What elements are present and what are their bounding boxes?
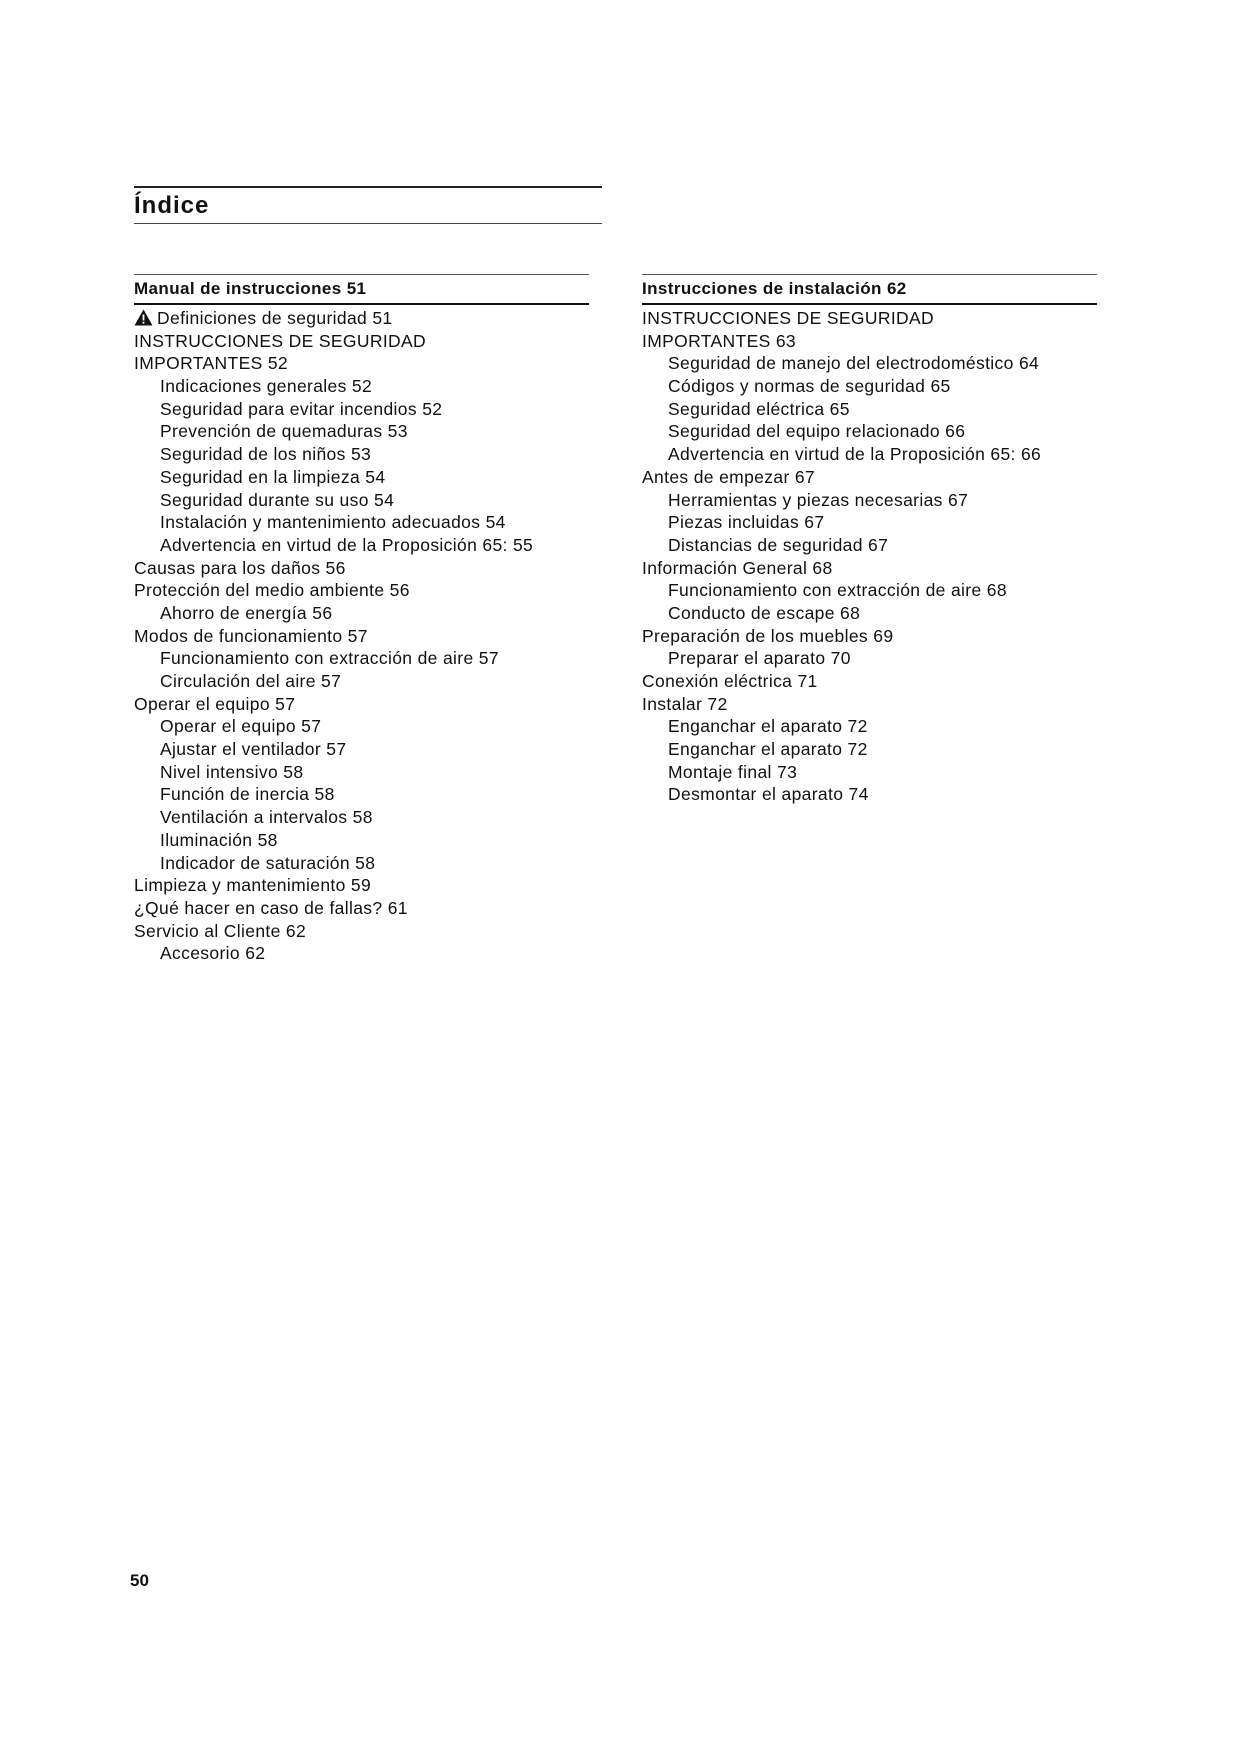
toc-entry[interactable] bbox=[134, 489, 589, 512]
toc-entry[interactable] bbox=[642, 330, 1097, 353]
toc-entry[interactable] bbox=[642, 534, 1097, 557]
toc-entry[interactable] bbox=[642, 715, 1097, 738]
toc-entry[interactable] bbox=[134, 307, 589, 330]
toc-column-installation bbox=[642, 274, 1097, 806]
toc-entry-label: Herramientas y piezas necesarias 67 bbox=[668, 489, 969, 510]
toc-entry-label: Modos de funcionamiento 57 bbox=[134, 625, 368, 646]
toc-entry-label: Preparación de los muebles 69 bbox=[642, 625, 894, 646]
toc-entry[interactable] bbox=[134, 920, 589, 943]
toc-entry-label: Definiciones de seguridad 51 bbox=[157, 308, 393, 328]
toc-entry-label: Códigos y normas de seguridad 65 bbox=[668, 376, 951, 397]
toc-entry[interactable] bbox=[642, 738, 1097, 761]
toc-entry-label: Seguridad durante su uso 54 bbox=[160, 489, 395, 510]
toc-entry[interactable] bbox=[134, 738, 589, 761]
toc-entry[interactable] bbox=[134, 852, 589, 875]
toc-entry-label: Prevención de quemaduras 53 bbox=[160, 421, 408, 442]
section-heading-label: Instrucciones de instalación 62 bbox=[642, 279, 907, 298]
toc-entry[interactable] bbox=[134, 534, 589, 557]
toc-entry-label: Instalación y mantenimiento adecuados 54 bbox=[160, 512, 506, 533]
toc-entry-label: Advertencia en virtud de la Proposición 65: 66 bbox=[668, 444, 1042, 465]
toc-entry[interactable] bbox=[642, 307, 1097, 330]
toc-entry-label: Operar el equipo 57 bbox=[134, 693, 296, 714]
toc-entry[interactable] bbox=[642, 625, 1097, 648]
toc-entry[interactable] bbox=[642, 602, 1097, 625]
toc-entry-label: Piezas incluidas 67 bbox=[668, 512, 825, 533]
toc-entry[interactable] bbox=[134, 398, 589, 421]
toc-entry[interactable] bbox=[134, 693, 589, 716]
page-number: 50 bbox=[130, 1571, 149, 1590]
toc-entry-label: IMPORTANTES 63 bbox=[642, 330, 797, 351]
toc-entry-label: Conexión eléctrica 71 bbox=[642, 671, 818, 691]
toc-entry[interactable] bbox=[642, 783, 1097, 806]
title-block bbox=[134, 186, 602, 224]
toc-entry[interactable] bbox=[642, 693, 1097, 716]
toc-entry-label: Limpieza y mantenimiento 59 bbox=[134, 875, 372, 896]
section-heading-installation[interactable] bbox=[642, 274, 1097, 305]
toc-entry-label: Seguridad para evitar incendios 52 bbox=[160, 398, 443, 419]
toc-entry-label: Funcionamiento con extracción de aire 57 bbox=[160, 648, 499, 669]
toc-entry-label: Nivel intensivo 58 bbox=[160, 761, 304, 782]
toc-entry[interactable] bbox=[134, 625, 589, 648]
toc-entry-label: Operar el equipo 57 bbox=[160, 716, 322, 737]
toc-entry-label: Distancias de seguridad 67 bbox=[668, 534, 889, 555]
toc-entry[interactable] bbox=[134, 715, 589, 738]
toc-entry[interactable] bbox=[642, 420, 1097, 443]
toc-entry[interactable] bbox=[134, 829, 589, 852]
section-heading-label: Manual de instrucciones 51 bbox=[134, 279, 367, 298]
toc-column-manual bbox=[134, 274, 589, 965]
toc-entry[interactable] bbox=[134, 511, 589, 534]
toc-entry-label: Ventilación a intervalos 58 bbox=[160, 807, 373, 828]
toc-entry[interactable] bbox=[642, 557, 1097, 580]
toc-entry[interactable] bbox=[134, 602, 589, 625]
toc-entry[interactable] bbox=[642, 761, 1097, 784]
toc-entry[interactable] bbox=[134, 874, 589, 897]
toc-entry[interactable] bbox=[134, 352, 589, 375]
toc-entry[interactable] bbox=[642, 375, 1097, 398]
toc-entry[interactable] bbox=[134, 420, 589, 443]
toc-entry-label: Indicaciones generales 52 bbox=[160, 376, 373, 397]
toc-entry[interactable] bbox=[642, 466, 1097, 489]
toc-entry[interactable] bbox=[134, 670, 589, 693]
toc-entry-label: Antes de empezar 67 bbox=[642, 466, 816, 487]
toc-list-manual bbox=[134, 305, 589, 965]
toc-entry-label: Servicio al Cliente 62 bbox=[134, 920, 307, 941]
toc-entry[interactable] bbox=[642, 352, 1097, 375]
toc-entry[interactable] bbox=[642, 443, 1097, 466]
toc-entry-label: Accesorio 62 bbox=[160, 943, 266, 964]
toc-entry-label: Instalar 72 bbox=[642, 693, 728, 714]
toc-entry-label: Enganchar el aparato 72 bbox=[668, 716, 868, 737]
toc-entry-label: Enganchar el aparato 72 bbox=[668, 739, 868, 760]
toc-entry-label: Montaje final 73 bbox=[668, 761, 798, 782]
toc-entry-label: Advertencia en virtud de la Proposición 65: 55 bbox=[160, 534, 534, 555]
toc-list-installation bbox=[642, 305, 1097, 806]
toc-entry-label: Protección del medio ambiente 56 bbox=[134, 580, 410, 601]
toc-entry[interactable] bbox=[134, 783, 589, 806]
toc-entry[interactable] bbox=[134, 466, 589, 489]
toc-entry[interactable] bbox=[642, 670, 1097, 693]
toc-entry-label: Seguridad eléctrica 65 bbox=[668, 398, 850, 419]
toc-entry-label: Ahorro de energía 56 bbox=[160, 602, 333, 623]
toc-entry-label: INSTRUCCIONES DE SEGURIDAD bbox=[642, 308, 935, 328]
toc-entry-label: Causas para los daños 56 bbox=[134, 557, 346, 578]
toc-entry-label: IMPORTANTES 52 bbox=[134, 353, 289, 374]
toc-entry-label: Función de inercia 58 bbox=[160, 784, 335, 805]
toc-entry-label: Seguridad de manejo del electrodoméstico 64 bbox=[668, 353, 1040, 374]
toc-entry[interactable] bbox=[134, 806, 589, 829]
toc-entry-label: Iluminación 58 bbox=[160, 829, 278, 850]
toc-entry[interactable] bbox=[134, 375, 589, 398]
warning-icon bbox=[134, 309, 153, 326]
toc-entry-label: Seguridad de los niños 53 bbox=[160, 444, 372, 465]
toc-entry[interactable] bbox=[642, 398, 1097, 421]
toc-entry-label: Ajustar el ventilador 57 bbox=[160, 739, 347, 760]
toc-entry[interactable] bbox=[134, 330, 589, 353]
toc-entry[interactable] bbox=[134, 557, 589, 580]
toc-entry-label: Seguridad en la limpieza 54 bbox=[160, 466, 386, 487]
toc-entry[interactable] bbox=[642, 511, 1097, 534]
toc-entry[interactable] bbox=[134, 443, 589, 466]
toc-entry[interactable] bbox=[134, 579, 589, 602]
toc-entry[interactable] bbox=[134, 897, 589, 920]
page-title: Índice bbox=[134, 192, 210, 219]
toc-entry-label: Seguridad del equipo relacionado 66 bbox=[668, 421, 966, 442]
toc-entry[interactable] bbox=[642, 579, 1097, 602]
toc-entry-label: Conducto de escape 68 bbox=[668, 602, 861, 623]
toc-entry[interactable] bbox=[642, 647, 1097, 670]
toc-entry[interactable] bbox=[642, 489, 1097, 512]
toc-entry[interactable] bbox=[134, 761, 589, 784]
toc-entry-label: Circulación del aire 57 bbox=[160, 671, 342, 691]
section-heading-manual[interactable] bbox=[134, 274, 589, 305]
toc-entry[interactable] bbox=[134, 647, 589, 670]
toc-entry[interactable] bbox=[134, 942, 589, 965]
toc-entry-label: Información General 68 bbox=[642, 557, 833, 578]
toc-entry-label: ¿Qué hacer en caso de fallas? 61 bbox=[134, 897, 408, 918]
toc-entry-label: Indicador de saturación 58 bbox=[160, 852, 376, 873]
toc-entry-label: INSTRUCCIONES DE SEGURIDAD bbox=[134, 330, 427, 351]
toc-entry-label: Preparar el aparato 70 bbox=[668, 648, 851, 669]
toc-entry-label: Desmontar el aparato 74 bbox=[668, 784, 869, 805]
toc-entry-label: Funcionamiento con extracción de aire 68 bbox=[668, 580, 1007, 601]
